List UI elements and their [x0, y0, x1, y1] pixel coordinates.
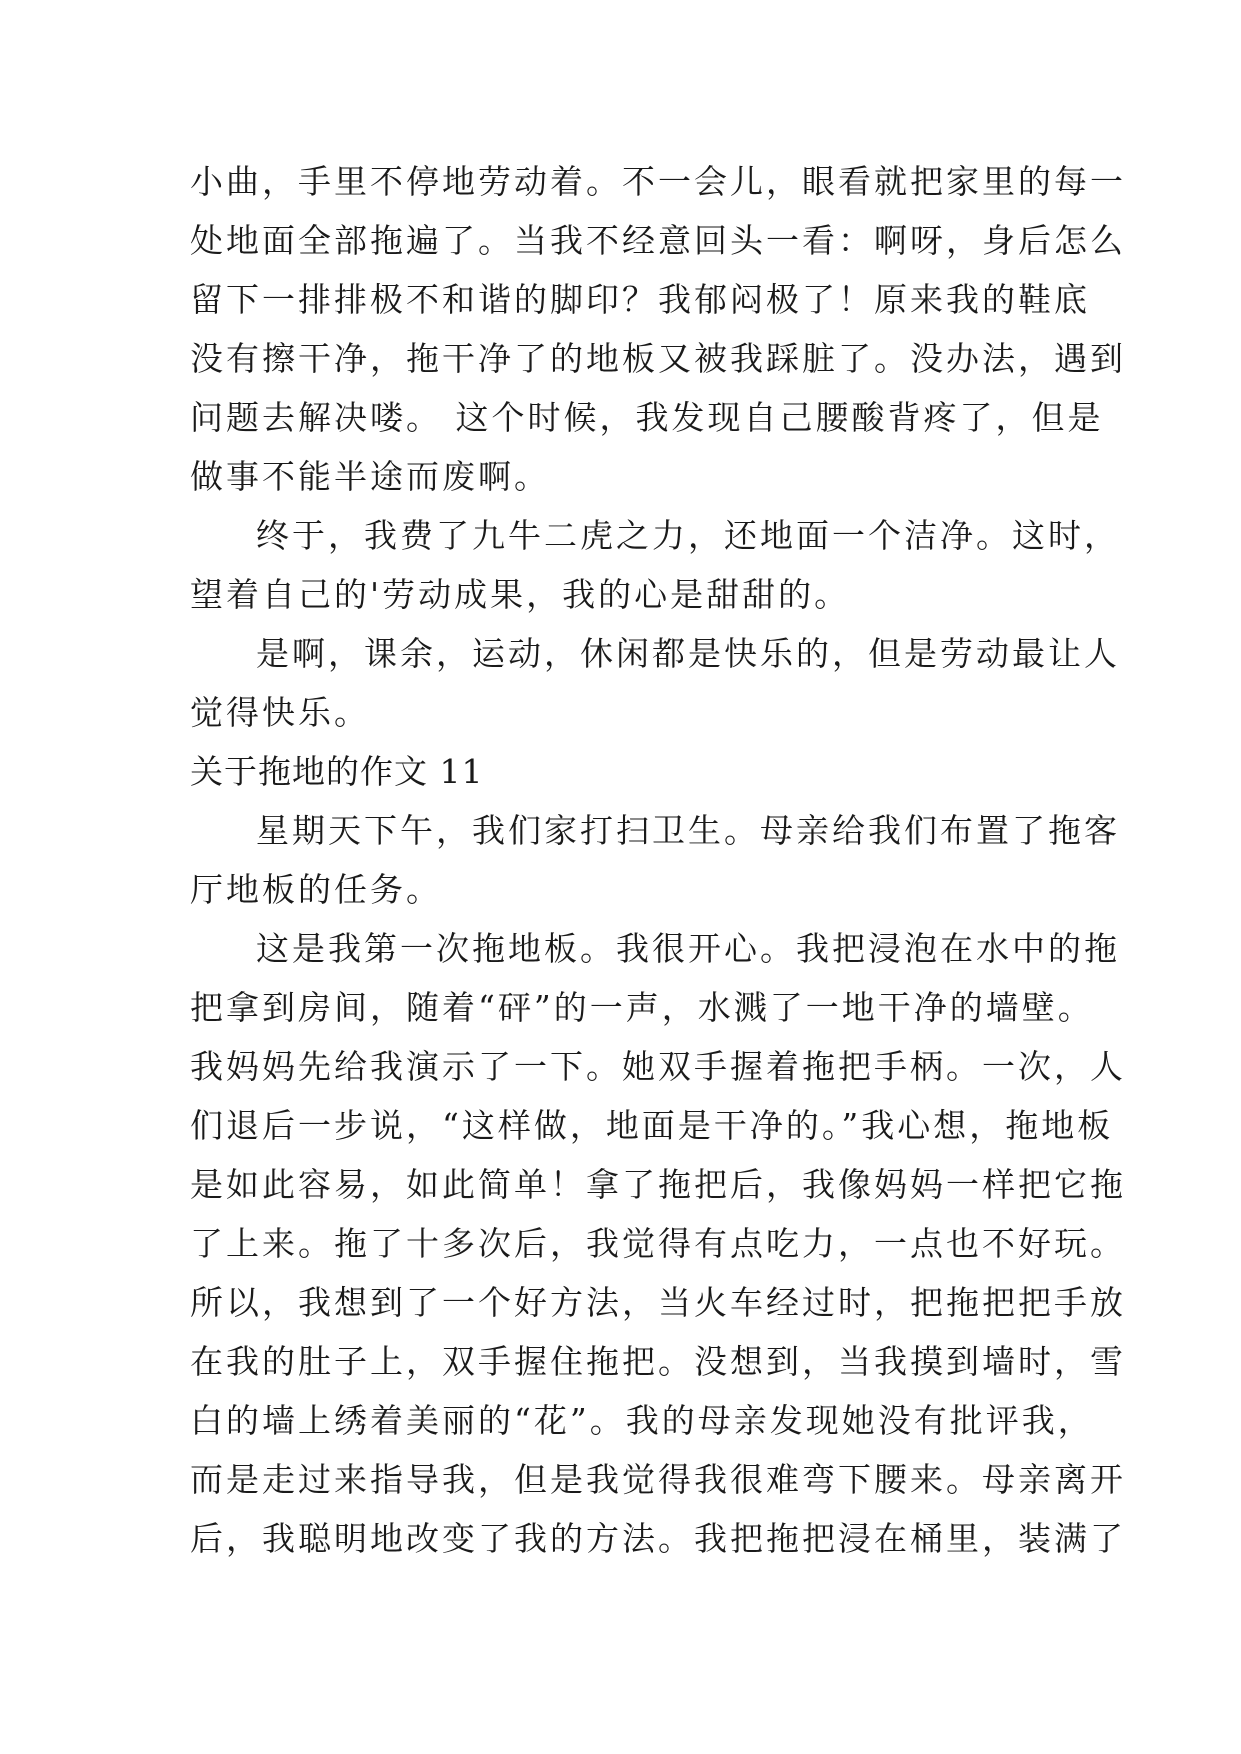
text-line: 了上来。拖了十多次后，我觉得有点吃力，一点也不好玩。 [190, 1224, 1126, 1263]
text-line: 把拿到房间，随着“砰”的一声，水溅了一地干净的墙壁。 [190, 988, 1094, 1027]
text-line: 留下一排排极不和谐的脚印？我郁闷极了！原来我的鞋底 [190, 280, 1090, 319]
text-line: 终于，我费了九牛二虎之力，还地面一个洁净。这时， [256, 516, 1120, 555]
document-body [190, 152, 1126, 1568]
text-line: 做事不能半途而废啊。 [190, 457, 550, 496]
text-line: 问题去解决喽。 这个时候，我发现自己腰酸背疼了，但是 [190, 398, 1104, 437]
text-line: 星期天下午，我们家打扫卫生。母亲给我们布置了拖客 [256, 811, 1120, 850]
text-line: 们退后一步说，“这样做，地面是干净的。”我心想，拖地板 [190, 1106, 1114, 1145]
text-line: 厅地板的任务。 [190, 870, 442, 909]
text-line: 没有擦干净，拖干净了的地板又被我踩脏了。没办法，遇到 [190, 339, 1126, 378]
text-line: 所以，我想到了一个好方法，当火车经过时，把拖把把手放 [190, 1283, 1126, 1322]
text-line: 是啊，课余，运动，休闲都是快乐的，但是劳动最让人 [256, 634, 1120, 673]
text-line: 而是走过来指导我，但是我觉得我很难弯下腰来。母亲离开 [190, 1460, 1126, 1499]
text-line: 后，我聪明地改变了我的方法。我把拖把浸在桶里，装满了 [190, 1519, 1126, 1558]
section-heading: 关于拖地的作文 11 [190, 752, 484, 791]
text-line: 望着自己的'劳动成果，我的心是甜甜的。 [190, 575, 851, 614]
text-line: 处地面全部拖遍了。当我不经意回头一看：啊呀，身后怎么 [190, 221, 1126, 260]
text-line: 这是我第一次拖地板。我很开心。我把浸泡在水中的拖 [256, 929, 1120, 968]
text-line: 白的墙上绣着美丽的“花”。我的母亲发现她没有批评我， [190, 1401, 1094, 1440]
text-line: 在我的肚子上，双手握住拖把。没想到，当我摸到墙时，雪 [190, 1342, 1126, 1381]
text-line: 觉得快乐。 [190, 693, 370, 732]
text-line: 是如此容易，如此简单！拿了拖把后，我像妈妈一样把它拖 [190, 1165, 1126, 1204]
text-line: 小曲，手里不停地劳动着。不一会儿，眼看就把家里的每一 [190, 162, 1126, 201]
text-line: 我妈妈先给我演示了一下。她双手握着拖把手柄。一次，人 [190, 1047, 1126, 1086]
